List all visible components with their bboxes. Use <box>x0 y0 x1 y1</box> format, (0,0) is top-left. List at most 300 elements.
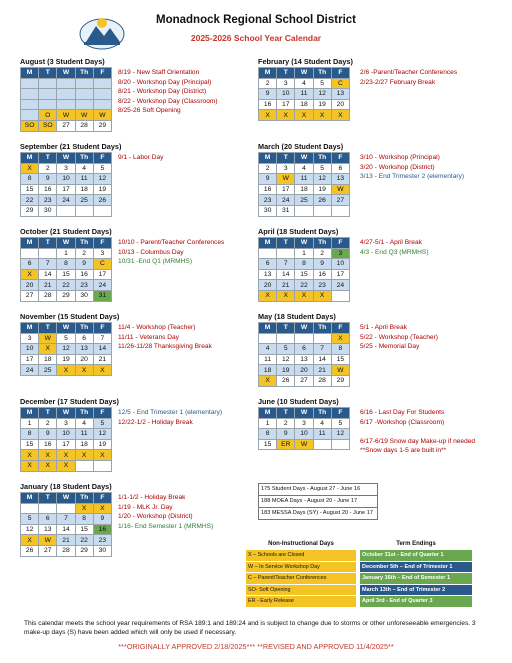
day-cell: 5 <box>313 78 331 89</box>
weekday-header: Th <box>313 68 331 79</box>
day-cell: X <box>75 503 93 514</box>
day-cell: X <box>259 290 277 301</box>
day-cell: 1 <box>259 418 277 429</box>
day-cell <box>313 205 331 216</box>
day-cell: 4 <box>75 418 93 429</box>
day-cell: X <box>331 110 349 121</box>
month-calendar <box>258 397 350 450</box>
day-cell: 9 <box>259 174 277 185</box>
month-title: November (15 Student Days) <box>20 312 120 321</box>
weekday-header: F <box>93 408 111 419</box>
event-note: 12/22-1/2 - Holiday Break <box>118 418 193 426</box>
day-cell: X <box>21 535 39 546</box>
event-note: 3/10 - Workshop (Principal) <box>360 154 440 161</box>
month-notes <box>118 408 222 427</box>
weekday-header: W <box>57 153 75 164</box>
month-title: March (20 Student Days) <box>258 142 344 151</box>
day-cell: W <box>75 110 93 121</box>
day-cell <box>295 333 313 344</box>
event-note: 1/19 - MLK Jr. Day <box>118 503 173 511</box>
day-cell: 11 <box>295 89 313 100</box>
day-cell <box>277 248 295 259</box>
month-notes <box>360 153 464 182</box>
event-note: 5/22 - Workshop (Teacher) <box>360 333 438 341</box>
legend-item: C – Parent/Teacher Conferences <box>246 573 356 585</box>
day-cell: W <box>93 110 111 121</box>
month-notes <box>360 408 475 456</box>
day-cell: 14 <box>277 269 295 280</box>
day-cell <box>313 439 331 450</box>
day-cell: 15 <box>21 184 39 195</box>
weekday-header: W <box>57 323 75 334</box>
day-cell: 26 <box>277 375 295 386</box>
day-cell <box>75 89 93 100</box>
day-cell: 21 <box>93 354 111 365</box>
day-cell: 21 <box>313 365 331 376</box>
day-cell: 27 <box>331 195 349 206</box>
day-cell: 1 <box>21 418 39 429</box>
day-cell: 20 <box>259 280 277 291</box>
event-note: 2/6 -Parent/Teacher Conferences <box>360 69 458 76</box>
day-cell <box>259 248 277 259</box>
event-note: 10/13 - Columbus Day <box>118 248 184 256</box>
day-cell: X <box>57 460 75 471</box>
day-cell: 20 <box>331 99 349 110</box>
weekday-header: F <box>93 68 111 79</box>
day-cell <box>93 78 111 89</box>
day-cell <box>93 89 111 100</box>
day-cell: SO <box>39 120 57 131</box>
month-calendar <box>258 312 350 387</box>
event-note: 11/4 - Workshop (Teacher) <box>118 324 196 331</box>
day-cell: 12 <box>313 174 331 185</box>
day-cell: 8 <box>259 429 277 440</box>
weekday-header: Th <box>75 493 93 504</box>
month-calendar <box>20 312 120 376</box>
day-cell: 10 <box>57 174 75 185</box>
day-cell: 8 <box>21 174 39 185</box>
day-cell: C <box>93 259 111 270</box>
month-title: October (21 Student Days) <box>20 227 112 236</box>
day-cell: 8 <box>295 259 313 270</box>
day-cell: 13 <box>259 269 277 280</box>
event-note: 8/25-26 Soft Opening <box>118 107 181 115</box>
day-cell: 15 <box>331 354 349 365</box>
day-cell: 29 <box>93 120 111 131</box>
day-cell: 25 <box>39 365 57 376</box>
weekday-header: T <box>39 323 57 334</box>
month-calendar <box>258 227 350 302</box>
weekday-header: M <box>259 408 277 419</box>
day-cell: 9 <box>277 429 295 440</box>
weekday-header: M <box>21 238 39 249</box>
day-cell: 31 <box>93 290 111 301</box>
month-notes <box>118 153 163 163</box>
day-cell: 17 <box>93 269 111 280</box>
weekday-header: Th <box>75 323 93 334</box>
day-cell: 12 <box>93 174 111 185</box>
weekday-header: M <box>21 153 39 164</box>
month-calendar <box>20 142 122 217</box>
day-cell: 24 <box>57 195 75 206</box>
day-cell: 5 <box>93 418 111 429</box>
day-cell: 28 <box>75 120 93 131</box>
weekday-header: W <box>57 238 75 249</box>
day-cell: 24 <box>277 195 295 206</box>
event-note: 12/5 - End Trimester 1 (elementary) <box>118 409 223 416</box>
month-grid <box>258 237 350 302</box>
day-cell <box>331 439 349 450</box>
non-instructional-legend <box>246 541 356 608</box>
day-cell: 4 <box>313 418 331 429</box>
day-cell: 30 <box>259 205 277 216</box>
day-cell: 14 <box>57 524 75 535</box>
month-grid <box>258 67 350 121</box>
weekday-header: Th <box>313 323 331 334</box>
day-cell: 24 <box>93 280 111 291</box>
day-cell: X <box>75 365 93 376</box>
month-calendar <box>20 57 112 132</box>
day-cell: 5 <box>331 418 349 429</box>
day-cell: 6 <box>75 333 93 344</box>
day-cell: X <box>295 290 313 301</box>
day-cell: 13 <box>75 344 93 355</box>
day-cell: 6 <box>295 344 313 355</box>
day-cell: 6 <box>259 259 277 270</box>
event-note: 6/17-6/19 Snow day Make-up if needed <box>360 437 476 445</box>
day-cell: 31 <box>277 205 295 216</box>
day-cell: 7 <box>39 259 57 270</box>
day-cell: X <box>93 503 111 514</box>
month-title: April (18 Student Days) <box>258 227 339 236</box>
day-cell: X <box>295 110 313 121</box>
day-cell <box>57 78 75 89</box>
day-cell: W <box>295 439 313 450</box>
legend-item: ER - Early Release <box>246 596 356 608</box>
day-cell: 12 <box>57 344 75 355</box>
day-cell: 1 <box>57 248 75 259</box>
day-cell: 13 <box>295 354 313 365</box>
weekday-header: M <box>21 493 39 504</box>
day-cell <box>39 503 57 514</box>
month-grid <box>20 407 112 472</box>
month-title: September (21 Student Days) <box>20 142 122 151</box>
day-cell: 11 <box>313 429 331 440</box>
day-cell: X <box>39 460 57 471</box>
day-cell: 3 <box>331 248 349 259</box>
term-item: December 5th – End of Trimester 1 <box>360 562 472 574</box>
day-cell: 19 <box>57 354 75 365</box>
day-cell: 6 <box>331 163 349 174</box>
month-notes <box>360 323 438 352</box>
day-cell: X <box>259 375 277 386</box>
day-cell: 21 <box>277 280 295 291</box>
day-cell: 11 <box>75 429 93 440</box>
weekday-header: M <box>21 408 39 419</box>
day-cell: 19 <box>93 184 111 195</box>
day-cell: 5 <box>93 163 111 174</box>
day-cell <box>295 205 313 216</box>
weekday-header: W <box>295 323 313 334</box>
day-cell: 15 <box>21 439 39 450</box>
day-cell: 6 <box>21 259 39 270</box>
day-cell <box>21 99 39 110</box>
day-cell: W <box>331 184 349 195</box>
weekday-header: F <box>331 323 349 334</box>
month-notes <box>118 323 212 352</box>
day-cell: X <box>313 110 331 121</box>
day-cell: 14 <box>313 354 331 365</box>
weekday-header: F <box>93 493 111 504</box>
weekday-header: M <box>259 323 277 334</box>
day-cell <box>75 460 93 471</box>
footer-note: This calendar meets the school year requirements of RSA 189:1 and 189:24 and is subject to change due to storms or other unforeseeable emergencies. 3 make-up days (S) have been added which will only be used if necessary. <box>24 620 476 636</box>
day-cell <box>21 503 39 514</box>
weekday-header: Th <box>75 153 93 164</box>
day-cell <box>93 205 111 216</box>
weekday-header: T <box>39 408 57 419</box>
month-notes <box>118 238 224 267</box>
month-title: June (10 Student Days) <box>258 397 339 406</box>
weekday-header: M <box>259 238 277 249</box>
day-cell: 2 <box>259 163 277 174</box>
weekday-header: Th <box>75 408 93 419</box>
day-cell: 21 <box>39 280 57 291</box>
event-note: 1/1-1/2 - Holiday Break <box>118 494 186 501</box>
weekday-header: F <box>93 153 111 164</box>
day-cell: 10 <box>21 344 39 355</box>
day-cell: 20 <box>75 354 93 365</box>
event-note: 5/25 - Memorial Day <box>360 343 420 351</box>
weekday-header: F <box>331 68 349 79</box>
month-title: August (3 Student Days) <box>20 57 105 66</box>
day-cell: 2 <box>39 163 57 174</box>
day-cell: 11 <box>259 354 277 365</box>
event-note: 3/13 - End Trimester 2 (elementary) <box>360 173 465 181</box>
day-cell: 27 <box>21 290 39 301</box>
day-cell <box>39 99 57 110</box>
day-cell: X <box>21 163 39 174</box>
day-cell: 3 <box>93 248 111 259</box>
day-cell: X <box>93 450 111 461</box>
day-cell: 4 <box>295 163 313 174</box>
day-cell: 10 <box>331 259 349 270</box>
term-endings <box>360 541 472 608</box>
day-cell: 12 <box>277 354 295 365</box>
day-cell: 14 <box>39 269 57 280</box>
day-cell <box>331 205 349 216</box>
day-cell: 11 <box>75 174 93 185</box>
month-grid <box>20 322 112 376</box>
day-cell: 17 <box>57 184 75 195</box>
term-item: April 3rd - End of Quarter 3 <box>360 596 472 608</box>
day-cell: 3 <box>57 163 75 174</box>
day-cell: 12 <box>21 524 39 535</box>
month-grid <box>20 67 112 132</box>
event-note: 10/31 -End Q1 (MRMHS) <box>118 258 193 266</box>
event-note: **Snow days 1-5 are built in** <box>360 447 447 455</box>
weekday-header: F <box>93 323 111 334</box>
day-cell: X <box>313 290 331 301</box>
day-cell: 16 <box>39 184 57 195</box>
day-cell: 16 <box>259 184 277 195</box>
day-cell: 23 <box>259 195 277 206</box>
weekday-header: T <box>277 153 295 164</box>
day-cell: X <box>93 365 111 376</box>
month-calendar <box>20 227 112 302</box>
day-cell: 10 <box>295 429 313 440</box>
weekday-header: T <box>39 153 57 164</box>
legend-title: Non-Instructional Days <box>268 541 334 547</box>
day-cell <box>21 110 39 121</box>
day-cell: 17 <box>57 439 75 450</box>
day-cell: 13 <box>39 524 57 535</box>
day-cell: 17 <box>277 99 295 110</box>
day-cell: X <box>39 450 57 461</box>
day-cell: 3 <box>21 333 39 344</box>
day-cell <box>21 78 39 89</box>
day-cell: 16 <box>39 439 57 450</box>
day-cell: 19 <box>313 99 331 110</box>
month-calendar <box>258 142 350 217</box>
day-cell: 20 <box>21 280 39 291</box>
day-cell: 18 <box>75 439 93 450</box>
month-calendar <box>20 397 119 472</box>
day-cell <box>75 99 93 110</box>
day-cell: C <box>331 78 349 89</box>
legend-item: W – In Service Workshop Day <box>246 562 356 574</box>
day-cell: 28 <box>57 545 75 556</box>
day-cell: 19 <box>313 184 331 195</box>
day-cell: 1 <box>295 248 313 259</box>
event-note: 8/20 - Workshop Day (Principal) <box>118 78 212 86</box>
day-cell: 18 <box>295 99 313 110</box>
day-cell: 25 <box>75 195 93 206</box>
event-note: 11/26-11/28 Thanksgiving Break <box>118 343 212 351</box>
day-cell: 3 <box>277 163 295 174</box>
weekday-header: M <box>21 323 39 334</box>
day-cell: 28 <box>313 375 331 386</box>
day-cell: 12 <box>331 429 349 440</box>
day-cell: 24 <box>21 365 39 376</box>
day-cell: 9 <box>75 259 93 270</box>
day-cell: X <box>39 344 57 355</box>
day-cell: 9 <box>39 429 57 440</box>
weekday-header: T <box>277 323 295 334</box>
weekday-header: T <box>39 68 57 79</box>
day-cell: SO <box>21 120 39 131</box>
weekday-header: Th <box>75 68 93 79</box>
day-cell: 9 <box>259 89 277 100</box>
month-grid <box>258 407 350 450</box>
day-cell: X <box>21 450 39 461</box>
event-note: 8/21 - Workshop Day (District) <box>118 88 207 96</box>
weekday-header: T <box>39 493 57 504</box>
day-cell: W <box>57 110 75 121</box>
month-title: January (18 Student Days) <box>20 482 112 491</box>
day-cell: 18 <box>39 354 57 365</box>
day-cell: 4 <box>75 163 93 174</box>
day-cell: 6 <box>39 514 57 525</box>
day-cell: 26 <box>93 195 111 206</box>
day-cell: 11 <box>295 174 313 185</box>
day-cell <box>57 99 75 110</box>
day-cell: 28 <box>39 290 57 301</box>
page-title: Monadnock Regional School District <box>156 14 356 26</box>
month-notes <box>360 238 429 257</box>
day-cell: 4 <box>259 344 277 355</box>
day-cell: 26 <box>21 545 39 556</box>
day-cell: 10 <box>277 89 295 100</box>
month-grid <box>258 322 350 387</box>
day-cell: 18 <box>295 184 313 195</box>
day-cell <box>39 78 57 89</box>
day-cell: X <box>331 333 349 344</box>
weekday-header: M <box>21 68 39 79</box>
weekday-header: M <box>259 153 277 164</box>
month-notes <box>360 68 457 87</box>
month-grid <box>20 492 112 557</box>
day-cell: 23 <box>93 535 111 546</box>
day-cell: 22 <box>57 280 75 291</box>
day-cell: 16 <box>75 269 93 280</box>
day-cell: 2 <box>75 248 93 259</box>
event-note: 8/22 - Workshop Day (Classroom) <box>118 97 218 105</box>
event-note: 6/16 - Last Day For Students <box>360 409 445 416</box>
month-calendar <box>20 482 112 557</box>
day-cell: 7 <box>313 344 331 355</box>
day-cell: 27 <box>57 120 75 131</box>
student-days-box <box>258 483 378 520</box>
day-cell: 30 <box>93 545 111 556</box>
day-cell <box>93 99 111 110</box>
day-cell: 15 <box>259 439 277 450</box>
day-cell: 27 <box>39 545 57 556</box>
day-cell: 22 <box>21 195 39 206</box>
weekday-header: Th <box>75 238 93 249</box>
day-cell <box>313 333 331 344</box>
day-cell: W <box>39 535 57 546</box>
page-subtitle: 2025-2026 School Year Calendar <box>190 33 322 43</box>
day-cell: 13 <box>331 174 349 185</box>
event-note: 4/3 - End Q3 (MRMHS) <box>360 248 429 256</box>
day-cell <box>57 503 75 514</box>
day-cell: W <box>39 333 57 344</box>
weekday-header: Th <box>313 238 331 249</box>
month-notes <box>118 68 218 116</box>
day-cell: 5 <box>277 344 295 355</box>
weekday-header: T <box>277 68 295 79</box>
weekday-header: F <box>331 153 349 164</box>
day-cell: 18 <box>259 365 277 376</box>
weekday-header: Th <box>313 153 331 164</box>
day-cell: ER <box>277 439 295 450</box>
day-cell: 24 <box>331 280 349 291</box>
day-cell: 7 <box>277 259 295 270</box>
day-cell <box>331 290 349 301</box>
weekday-header: T <box>39 238 57 249</box>
day-cell: 16 <box>93 524 111 535</box>
day-cell: 2 <box>277 418 295 429</box>
day-cell: 9 <box>93 514 111 525</box>
terms-title: Term Endings <box>396 541 436 547</box>
weekday-header: F <box>331 238 349 249</box>
event-note <box>360 427 475 437</box>
day-cell: 15 <box>75 524 93 535</box>
day-cell <box>39 89 57 100</box>
day-cell: 8 <box>57 259 75 270</box>
day-cell: 17 <box>21 354 39 365</box>
